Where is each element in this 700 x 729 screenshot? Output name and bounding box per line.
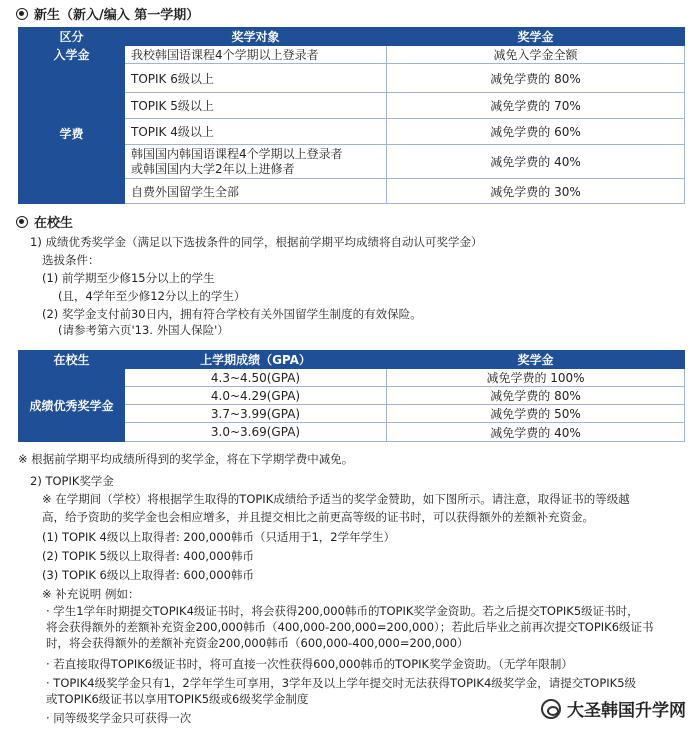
gpa-award: 减免学费的 50% <box>387 405 685 423</box>
gpa-award: 减免学费的 40% <box>387 423 685 442</box>
header-gpa: 上学期成绩（GPA） <box>125 351 387 369</box>
tuition-award: 减免学费的 80% <box>387 64 685 93</box>
header-category: 区分 <box>19 28 125 46</box>
tuition-target: TOPIK 4级以上 <box>125 119 387 145</box>
supplement-label: ※ 补充说明 例如： <box>42 587 140 601</box>
supplement-example: · 若直接取得TOPIK6级证书时，将可直接一次性获得600,000韩币的TOPIK奖学金资助。（无学年限制） <box>46 657 573 671</box>
gpa-award: 减免学费的 100% <box>387 369 685 387</box>
condition-1-note: (且，4学年至少修12分以上的学生） <box>58 289 246 303</box>
admission-category: 入学金 <box>19 46 125 64</box>
merit-scholarship-table <box>18 350 685 442</box>
radio-bullet-icon <box>16 216 28 228</box>
topik-description: 高，给予资助的奖学金也会相应增多，并且提交相比之前更高等级的证书时，可以获得额外的差额补充资金。 <box>42 510 594 524</box>
tuition-target: 自费外国留学生全部 <box>125 179 387 204</box>
tuition-target-line: 韩国国内韩国语课程4个学期以上登录者 <box>131 146 343 161</box>
supplement-example: · 同等级奖学金只可获得一次 <box>46 711 192 725</box>
conditions-label: 选拔条件： <box>42 253 100 267</box>
tuition-target-line: 或韩国国内大学2年以上进修者 <box>131 161 295 176</box>
header-award: 奖学金 <box>387 351 685 369</box>
table-row <box>19 64 685 93</box>
merit-note: ※ 根据前学期平均成绩所得到的奖学金，将在下学期学费中减免。 <box>18 452 354 466</box>
tuition-target: TOPIK 6级以上 <box>125 64 387 93</box>
wechat-icon <box>541 699 561 719</box>
condition-1: (1) 前学期至少修15分以上的学生 <box>42 271 215 285</box>
item-merit-scholarship: 1) 成绩优秀奖学金（满足以下选拔条件的同学，根据前学期平均成绩将自动认可奖学金） <box>30 235 483 249</box>
section-new-students-heading <box>16 4 199 23</box>
supplement-example: 将会获得额外的差额补充资金200,000韩币（400,000-200,000=200,000）；若此后毕业之前再次提交TOPIK6级证书 <box>46 620 654 634</box>
tuition-award: 减免学费的 40% <box>387 145 685 179</box>
supplement-example: 或TOPIK6级证书以享用TOPIK5级或6级奖学金制度 <box>46 692 309 706</box>
condition-2-note: (请参考第六页'13. 外国人保险'） <box>58 323 229 337</box>
section-title: 新生（新入/编入 第一学期） <box>34 8 200 23</box>
gpa-range: 3.0~3.69(GPA) <box>125 423 387 442</box>
admission-award: 减免入学金全额 <box>387 46 685 64</box>
watermark <box>541 696 686 721</box>
watermark-text: 大圣韩国升学网 <box>567 701 686 721</box>
supplement-example: · TOPIK4级奖学金只有1，2学年学生可享用，3学年及以上学年提交时无法获得TOPIK4级奖学金，请提交TOPIK5级 <box>46 676 637 690</box>
topik-description: ※ 在学期间（学校）将根据学生取得的TOPIK成绩给予适当的奖学金赞助，如下图所示。请注意，取得证书的等级越 <box>42 492 630 506</box>
topik-level-6: (3) TOPIK 6级以上取得者: 600,000韩币 <box>42 568 254 582</box>
section-enrolled-students-heading <box>16 212 73 231</box>
supplement-example: 时，将会获得额外的差额补充资金200,000韩币（600,000-400,000=200,000） <box>46 636 469 650</box>
gpa-award: 减免学费的 80% <box>387 387 685 405</box>
radio-bullet-icon <box>16 8 28 20</box>
gpa-range: 4.3~4.50(GPA) <box>125 369 387 387</box>
table-row <box>19 46 685 64</box>
topik-level-4: (1) TOPIK 4级以上取得者: 200,000韩币（只适用于1，2学年学生） <box>42 530 396 544</box>
condition-2: (2) 奖学金支付前30日内，拥有符合学校有关外国留学生制度的有效保险。 <box>42 307 422 321</box>
section-title: 在校生 <box>34 216 74 231</box>
admission-target: 我校韩国语课程4个学期以上登录者 <box>125 46 387 64</box>
tuition-target: TOPIK 5级以上 <box>125 93 387 119</box>
tuition-target <box>125 145 387 179</box>
tuition-award: 减免学费的 60% <box>387 119 685 145</box>
item-topik-scholarship: 2) TOPIK奖学金 <box>30 474 114 488</box>
header-enrolled: 在校生 <box>19 351 125 369</box>
header-award: 奖学金 <box>387 28 685 46</box>
topik-level-5: (2) TOPIK 5级以上取得者: 400,000韩币 <box>42 549 254 563</box>
tuition-category: 学费 <box>19 64 125 204</box>
gpa-range: 4.0~4.29(GPA) <box>125 387 387 405</box>
table-row <box>19 369 685 387</box>
header-target: 奖学对象 <box>125 28 387 46</box>
supplement-example: · 学生1学年时期提交TOPIK4级证书时，将会获得200,000韩币的TOPIK奖学金资助。若之后提交TOPIK5级证书时， <box>46 604 639 618</box>
merit-category: 成绩优秀奖学金 <box>19 369 125 442</box>
gpa-range: 3.7~3.99(GPA) <box>125 405 387 423</box>
new-student-scholarship-table <box>18 27 685 204</box>
tuition-award: 减免学费的 30% <box>387 179 685 204</box>
tuition-award: 减免学费的 70% <box>387 93 685 119</box>
